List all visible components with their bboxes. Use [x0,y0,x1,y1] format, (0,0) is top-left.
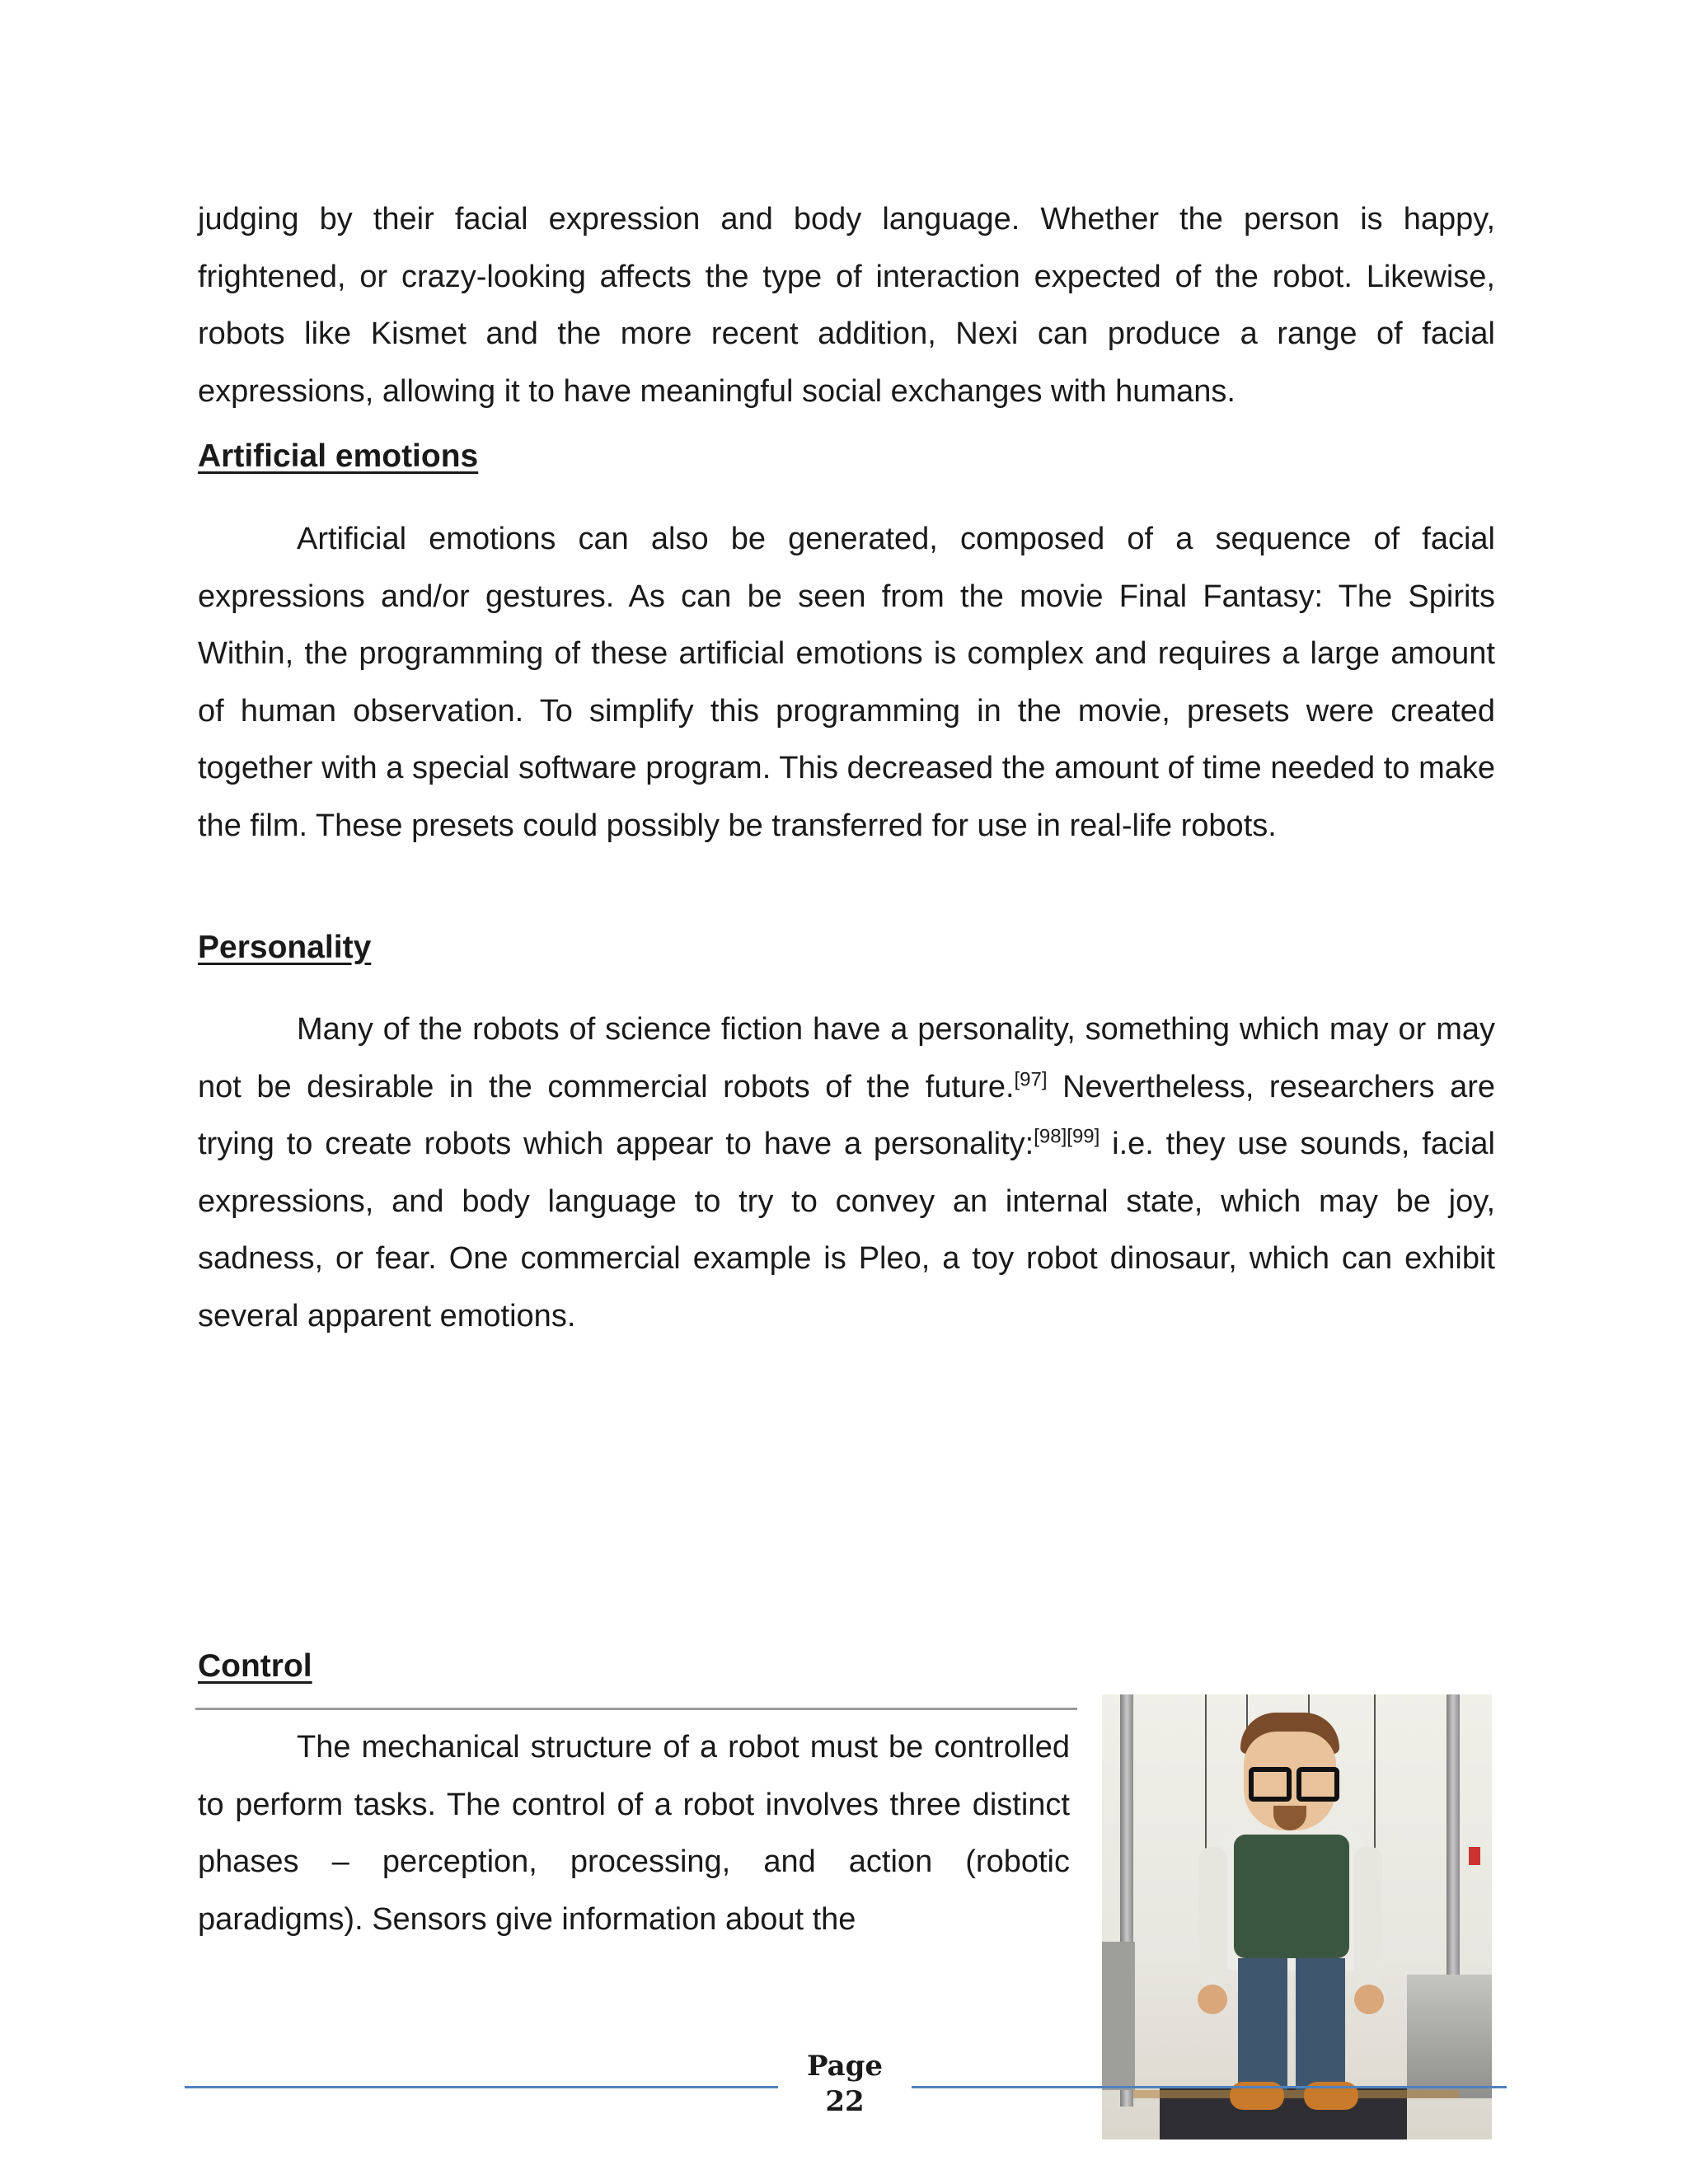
marionette-robot-photo [1102,1694,1492,2139]
page-number: 22 [825,2085,865,2118]
puppet-hand-left [1198,1985,1227,2014]
personality-text-1: Many of the robots of science fiction have a personality, something which may or may not be desirable in the commercial robots of the future. [198,1012,1495,1104]
paragraph-artificial-emotions: Artificial emotions can also be generated, composed of a sequence of facial expressions and/or gestures. As can be seen from the movie Final Fantasy: The Spirits Within, the programming of these artificial emotions is complex and requires a large amount of human observation. To simplify this programming in the movie, presets were created together with a special software program. This decreased the amount of time needed to make the film. These presets could possibly be transferred for use in real-life robots. [198,522,1495,843]
floor [1133,2090,1459,2098]
paragraph-control: The mechanical structure of a robot must be controlled to perform tasks. The control of a robot involves three distinct phases – perception, processing, and action (robotic paradigms). Sensors give information about the [198,1730,1070,1937]
citation-98-99[interactable]: [98][99] [1034,1125,1100,1148]
string-1 [1205,1694,1207,1868]
puppet-jeans-right [1296,1958,1345,2090]
red-outlet [1469,1847,1480,1865]
glasses-left-lens [1249,1767,1292,1802]
page-label: Page [806,2050,884,2083]
control-divider [195,1708,1077,1710]
paragraph-personality [198,1001,1495,1345]
string-4 [1374,1694,1376,1868]
wall-cabinet [1102,1942,1135,2090]
puppet-arm-right [1354,1847,1382,1987]
heading-control: Control [198,1648,312,1684]
citation-97[interactable]: [97] [1014,1067,1048,1090]
puppet-jeans-left [1238,1958,1287,2090]
puppet-vest [1234,1835,1349,1958]
heading-personality: Personality [198,930,372,965]
footer-rule-left [185,2086,778,2088]
footer-rule-right [912,2086,1507,2088]
personality-text-3: i.e. they use sounds, facial expressions, and body language to try to convey an internal state, which may be joy, sadness, or fear. One commercial example is Pleo, a toy robot dinosaur, which can exhibit several apparent emotions. [198,1127,1495,1333]
puppet-arm-left [1199,1847,1227,1987]
puppet-hand-right [1354,1985,1384,2014]
paragraph-facial-expression: judging by their facial expression and body language. Whether the person is happy, frightened, or crazy-looking affects the type of interaction expected of the robot. Likewise, robots like Kismet and the more recent addition, Nexi can produce a range of facial expressions, allowing it to have meaningful social exchanges with humans. [198,202,1495,409]
heading-artificial-emotions: Artificial emotions [198,438,479,474]
personality-text-2: Nevertheless, researchers are trying to create robots which appear to have a personality: [198,1069,1495,1161]
glasses-right-lens [1296,1767,1339,1802]
metal-case [1407,1975,1492,2098]
